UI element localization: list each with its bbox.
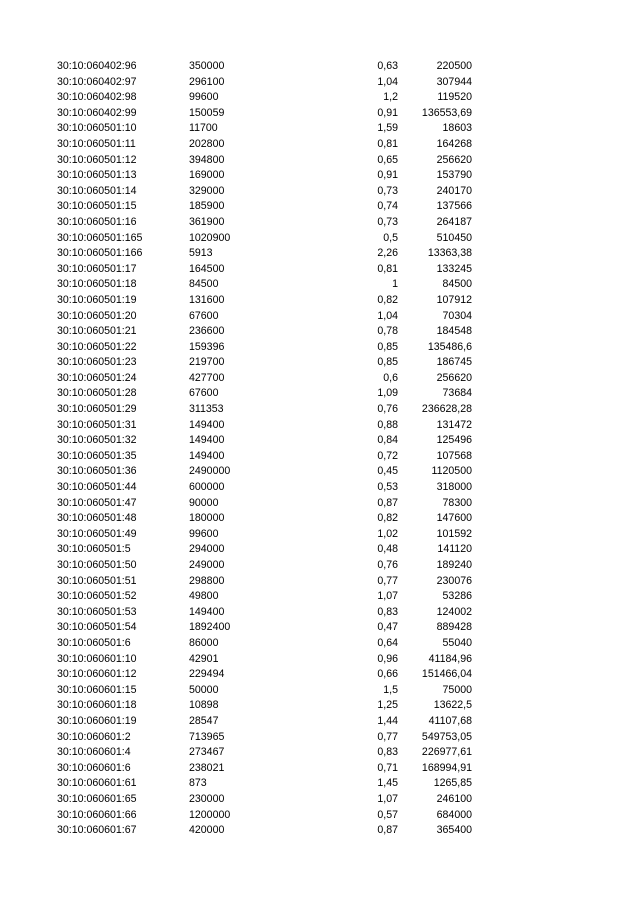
value-cell: 150059 <box>189 106 225 119</box>
cadastral-number-cell: 30:10:060501:24 <box>57 371 137 384</box>
cadastral-number-cell: 30:10:060501:32 <box>57 434 137 447</box>
table-row <box>0 168 640 184</box>
value-cell: 873 <box>189 777 207 790</box>
coefficient-cell: 0,81 <box>377 262 398 275</box>
result-cell: 151466,04 <box>421 668 472 681</box>
value-cell: 294000 <box>189 543 225 556</box>
table-row <box>0 215 640 231</box>
coefficient-cell: 0,84 <box>377 434 398 447</box>
table-row <box>0 558 640 574</box>
value-cell: 50000 <box>189 683 219 696</box>
coefficient-cell: 1,45 <box>377 777 398 790</box>
coefficient-cell: 0,91 <box>377 106 398 119</box>
coefficient-cell: 1,5 <box>383 683 398 696</box>
cadastral-number-cell: 30:10:060402:99 <box>57 106 137 119</box>
value-cell: 185900 <box>189 200 225 213</box>
coefficient-cell: 1,59 <box>377 122 398 135</box>
coefficient-cell: 0,53 <box>377 481 398 494</box>
result-cell: 889428 <box>436 621 472 634</box>
result-cell: 307944 <box>436 75 472 88</box>
table-row <box>0 620 640 636</box>
coefficient-cell: 0,73 <box>377 184 398 197</box>
value-cell: 67600 <box>189 387 219 400</box>
result-cell: 75000 <box>442 683 472 696</box>
result-cell: 13622,5 <box>433 699 472 712</box>
cadastral-number-cell: 30:10:060501:10 <box>57 122 137 135</box>
coefficient-cell: 0,65 <box>377 153 398 166</box>
result-cell: 186745 <box>436 356 472 369</box>
cadastral-number-cell: 30:10:060501:53 <box>57 605 137 618</box>
cadastral-number-cell: 30:10:060601:6 <box>57 761 131 774</box>
coefficient-cell: 0,91 <box>377 169 398 182</box>
cadastral-number-cell: 30:10:060501:21 <box>57 325 137 338</box>
coefficient-cell: 1,07 <box>377 590 398 603</box>
result-cell: 136553,69 <box>421 106 472 119</box>
table-row <box>0 246 640 262</box>
result-cell: 53286 <box>442 590 472 603</box>
value-cell: 1020900 <box>189 231 231 244</box>
result-cell: 153790 <box>436 169 472 182</box>
table-row <box>0 153 640 169</box>
cadastral-number-cell: 30:10:060501:6 <box>57 636 131 649</box>
cadastral-number-cell: 30:10:060601:66 <box>57 808 137 821</box>
result-cell: 549753,05 <box>421 730 472 743</box>
value-cell: 311353 <box>189 403 224 416</box>
result-cell: 147600 <box>436 512 472 525</box>
coefficient-cell: 0,76 <box>377 559 398 571</box>
value-cell: 11700 <box>189 122 218 135</box>
coefficient-cell: 0,47 <box>377 621 398 634</box>
table-row <box>0 355 640 371</box>
coefficient-cell: 0,6 <box>383 371 398 384</box>
coefficient-cell: 1,07 <box>377 792 398 805</box>
cadastral-number-cell: 30:10:060501:44 <box>57 481 137 494</box>
table-row <box>0 121 640 137</box>
result-cell: 78300 <box>442 496 472 509</box>
result-cell: 220500 <box>436 60 472 72</box>
value-cell: 99600 <box>189 527 219 540</box>
coefficient-cell: 0,96 <box>377 652 398 665</box>
table-row <box>0 277 640 293</box>
value-cell: 238021 <box>189 761 225 774</box>
cadastral-number-cell: 30:10:060501:23 <box>57 356 137 369</box>
table-row <box>0 324 640 340</box>
result-cell: 230076 <box>436 574 472 587</box>
coefficient-cell: 0,76 <box>377 403 398 416</box>
value-cell: 149400 <box>189 605 225 618</box>
table-row <box>0 402 640 418</box>
table-row <box>0 527 640 543</box>
coefficient-cell: 0,87 <box>377 824 398 837</box>
table-row <box>0 231 640 247</box>
cadastral-number-cell: 30:10:060501:18 <box>57 278 137 291</box>
coefficient-cell: 0,45 <box>377 465 398 478</box>
value-cell: 1892400 <box>189 621 231 634</box>
table-row <box>0 106 640 122</box>
result-cell: 119520 <box>437 91 472 104</box>
table-row <box>0 386 640 402</box>
value-cell: 273467 <box>189 746 225 759</box>
value-cell: 230000 <box>189 792 225 805</box>
cadastral-number-cell: 30:10:060501:48 <box>57 512 137 525</box>
cadastral-number-cell: 30:10:060501:17 <box>57 262 137 275</box>
table-row <box>0 605 640 621</box>
coefficient-cell: 0,73 <box>377 215 398 228</box>
table-row <box>0 542 640 558</box>
result-cell: 365400 <box>436 824 472 837</box>
cadastral-number-cell: 30:10:060601:67 <box>57 824 137 837</box>
cadastral-number-cell: 30:10:060501:29 <box>57 403 137 416</box>
table-row <box>0 574 640 590</box>
result-cell: 13363,38 <box>427 247 472 260</box>
cadastral-number-cell: 30:10:060501:12 <box>57 153 137 166</box>
value-cell: 350000 <box>189 60 225 72</box>
cadastral-number-cell: 30:10:060601:15 <box>57 683 137 696</box>
table-row <box>0 667 640 683</box>
cadastral-number-cell: 30:10:060501:35 <box>57 449 137 462</box>
value-cell: 67600 <box>189 309 219 322</box>
result-cell: 256620 <box>436 153 472 166</box>
coefficient-cell: 1 <box>392 278 398 291</box>
coefficient-cell: 0,74 <box>377 200 398 213</box>
result-cell: 510450 <box>436 231 472 244</box>
table-row <box>0 636 640 652</box>
table-row <box>0 683 640 699</box>
result-cell: 137566 <box>436 200 472 213</box>
cadastral-number-cell: 30:10:060501:36 <box>57 465 137 478</box>
value-cell: 713965 <box>189 730 225 743</box>
cadastral-number-cell: 30:10:060601:19 <box>57 714 137 727</box>
table-row <box>0 823 640 839</box>
result-cell: 107568 <box>436 449 472 462</box>
cadastral-number-cell: 30:10:060501:20 <box>57 309 137 322</box>
value-cell: 394800 <box>189 153 225 166</box>
value-cell: 149400 <box>189 449 225 462</box>
cadastral-number-cell: 30:10:060402:98 <box>57 91 137 104</box>
coefficient-cell: 0,71 <box>377 761 398 774</box>
result-cell: 184548 <box>436 325 472 338</box>
cadastral-number-cell: 30:10:060601:10 <box>57 652 137 665</box>
coefficient-cell: 0,77 <box>377 574 398 587</box>
cadastral-number-cell: 30:10:060501:165 <box>57 231 143 244</box>
table-row <box>0 776 640 792</box>
table-row <box>0 449 640 465</box>
cadastral-number-cell: 30:10:060601:65 <box>57 792 137 805</box>
value-cell: 10898 <box>189 699 219 712</box>
table-row <box>0 511 640 527</box>
coefficient-cell: 0,77 <box>377 730 398 743</box>
result-cell: 164268 <box>436 137 472 150</box>
cadastral-number-cell: 30:10:060501:11 <box>57 137 136 150</box>
value-cell: 1200000 <box>189 808 231 821</box>
result-cell: 141120 <box>437 543 472 556</box>
coefficient-cell: 0,57 <box>377 808 398 821</box>
table-row <box>0 59 640 75</box>
cadastral-number-cell: 30:10:060501:51 <box>57 574 137 587</box>
result-cell: 1120500 <box>431 465 472 478</box>
cadastral-number-cell: 30:10:060402:97 <box>57 75 137 88</box>
value-cell: 296100 <box>189 75 225 88</box>
value-cell: 427700 <box>189 371 225 384</box>
result-cell: 101592 <box>436 527 472 540</box>
cadastral-number-cell: 30:10:060501:28 <box>57 387 137 400</box>
value-cell: 2490000 <box>189 465 231 478</box>
coefficient-cell: 1,04 <box>377 309 398 322</box>
table-row <box>0 652 640 668</box>
result-cell: 55040 <box>442 636 472 649</box>
result-cell: 124002 <box>436 605 472 618</box>
table-row <box>0 184 640 200</box>
value-cell: 164500 <box>189 262 225 275</box>
coefficient-cell: 2,26 <box>377 247 398 260</box>
table-row <box>0 745 640 761</box>
value-cell: 249000 <box>189 559 225 571</box>
coefficient-cell: 0,48 <box>377 543 398 556</box>
value-cell: 90000 <box>189 496 219 509</box>
coefficient-cell: 1,2 <box>383 91 398 104</box>
coefficient-cell: 0,83 <box>377 605 398 618</box>
coefficient-cell: 1,04 <box>377 75 398 88</box>
cadastral-number-cell: 30:10:060601:61 <box>57 777 137 790</box>
result-cell: 226977,61 <box>421 746 472 759</box>
result-cell: 73684 <box>442 387 472 400</box>
value-cell: 361900 <box>189 215 225 228</box>
table-row <box>0 730 640 746</box>
table-row <box>0 262 640 278</box>
coefficient-cell: 0,63 <box>377 60 398 72</box>
result-cell: 131472 <box>436 418 472 431</box>
coefficient-cell: 1,44 <box>377 714 398 727</box>
table-row <box>0 137 640 153</box>
result-cell: 318000 <box>436 481 472 494</box>
value-cell: 149400 <box>189 418 225 431</box>
coefficient-cell: 1,02 <box>377 527 398 540</box>
cadastral-number-cell: 30:10:060601:18 <box>57 699 137 712</box>
cadastral-number-cell: 30:10:060501:5 <box>57 543 131 556</box>
table-row <box>0 90 640 106</box>
cadastral-number-cell: 30:10:060501:19 <box>57 293 137 306</box>
cadastral-number-cell: 30:10:060501:50 <box>57 559 137 571</box>
table-row <box>0 293 640 309</box>
coefficient-cell: 0,82 <box>377 293 398 306</box>
value-cell: 169000 <box>189 169 225 182</box>
table-row <box>0 589 640 605</box>
value-cell: 159396 <box>189 340 225 353</box>
result-cell: 135486,6 <box>427 340 472 353</box>
value-cell: 149400 <box>189 434 225 447</box>
cadastral-number-cell: 30:10:060501:15 <box>57 200 137 213</box>
cadastral-number-cell: 30:10:060501:22 <box>57 340 137 353</box>
result-cell: 1265,85 <box>433 777 472 790</box>
table-row <box>0 418 640 434</box>
result-cell: 84500 <box>442 278 472 291</box>
cadastral-number-cell: 30:10:060501:54 <box>57 621 137 634</box>
table-row <box>0 433 640 449</box>
result-cell: 41184,96 <box>428 652 472 665</box>
cadastral-number-cell: 30:10:060501:31 <box>57 418 137 431</box>
result-cell: 125496 <box>436 434 472 447</box>
value-cell: 131600 <box>189 293 225 306</box>
result-cell: 240170 <box>436 184 472 197</box>
table-row <box>0 199 640 215</box>
coefficient-cell: 0,72 <box>377 449 398 462</box>
coefficient-cell: 0,78 <box>377 325 398 338</box>
table-row <box>0 480 640 496</box>
table-row <box>0 792 640 808</box>
value-cell: 180000 <box>189 512 225 525</box>
result-cell: 684000 <box>436 808 472 821</box>
value-cell: 42901 <box>189 652 219 665</box>
cadastral-number-cell: 30:10:060501:16 <box>57 215 137 228</box>
value-cell: 49800 <box>189 590 219 603</box>
coefficient-cell: 0,87 <box>377 496 398 509</box>
cadastral-number-cell: 30:10:060601:4 <box>57 746 131 759</box>
result-cell: 18603 <box>442 122 472 135</box>
result-cell: 107912 <box>436 293 472 306</box>
result-cell: 236628,28 <box>421 403 472 416</box>
table-row <box>0 761 640 777</box>
data-table <box>0 59 640 839</box>
coefficient-cell: 1,09 <box>377 387 398 400</box>
cadastral-number-cell: 30:10:060501:166 <box>57 247 143 260</box>
value-cell: 298800 <box>189 574 225 587</box>
cadastral-number-cell: 30:10:060601:2 <box>57 730 131 743</box>
value-cell: 84500 <box>189 278 219 291</box>
coefficient-cell: 1,25 <box>377 699 398 712</box>
cadastral-number-cell: 30:10:060501:13 <box>57 169 137 182</box>
cadastral-number-cell: 30:10:060501:47 <box>57 496 137 509</box>
table-row <box>0 496 640 512</box>
table-row <box>0 714 640 730</box>
value-cell: 219700 <box>189 356 225 369</box>
cadastral-number-cell: 30:10:060501:52 <box>57 590 137 603</box>
value-cell: 86000 <box>189 636 219 649</box>
result-cell: 256620 <box>436 371 472 384</box>
value-cell: 600000 <box>189 481 225 494</box>
result-cell: 41107,68 <box>428 714 472 727</box>
cadastral-number-cell: 30:10:060501:49 <box>57 527 137 540</box>
result-cell: 70304 <box>442 309 472 322</box>
value-cell: 99600 <box>189 91 219 104</box>
value-cell: 420000 <box>189 824 225 837</box>
coefficient-cell: 0,5 <box>383 231 398 244</box>
table-row <box>0 371 640 387</box>
coefficient-cell: 0,81 <box>377 137 398 150</box>
result-cell: 168994,91 <box>421 761 472 774</box>
value-cell: 236600 <box>189 325 225 338</box>
result-cell: 133245 <box>436 262 472 275</box>
coefficient-cell: 0,85 <box>377 356 398 369</box>
result-cell: 264187 <box>436 215 472 228</box>
coefficient-cell: 0,82 <box>377 512 398 525</box>
value-cell: 229494 <box>189 668 225 681</box>
table-row <box>0 464 640 480</box>
coefficient-cell: 0,85 <box>377 340 398 353</box>
value-cell: 5913 <box>189 247 213 260</box>
table-row <box>0 340 640 356</box>
result-cell: 246100 <box>436 792 472 805</box>
value-cell: 28547 <box>189 714 219 727</box>
value-cell: 329000 <box>189 184 225 197</box>
value-cell: 202800 <box>189 137 225 150</box>
cadastral-number-cell: 30:10:060501:14 <box>57 184 137 197</box>
cadastral-number-cell: 30:10:060601:12 <box>57 668 137 681</box>
coefficient-cell: 0,83 <box>377 746 398 759</box>
coefficient-cell: 0,64 <box>377 636 398 649</box>
coefficient-cell: 0,88 <box>377 418 398 431</box>
table-row <box>0 309 640 325</box>
table-row <box>0 808 640 824</box>
coefficient-cell: 0,66 <box>377 668 398 681</box>
table-row <box>0 75 640 91</box>
result-cell: 189240 <box>436 559 472 571</box>
cadastral-number-cell: 30:10:060402:96 <box>57 60 137 72</box>
table-row <box>0 698 640 714</box>
